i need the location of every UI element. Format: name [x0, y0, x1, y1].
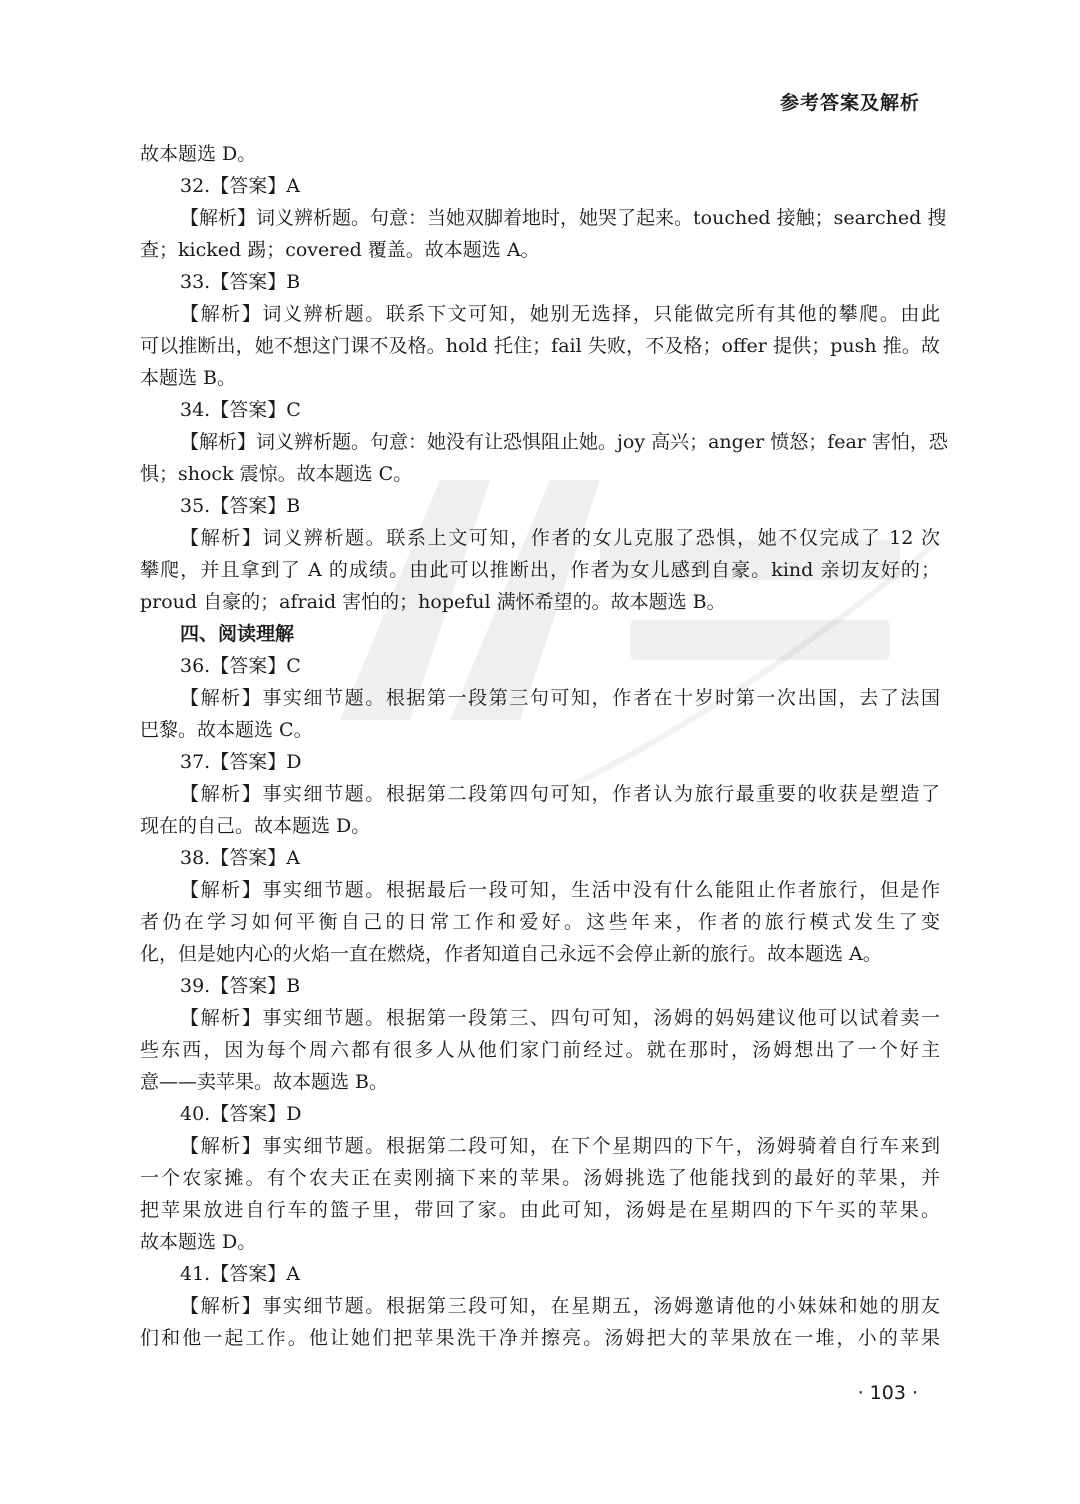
page-number: · 103 ·: [857, 1382, 918, 1404]
analysis-line: 【解析】事实细节题。根据第三段可知，在星期五，汤姆邀请他的小妹妹和她的朋友: [180, 1295, 940, 1317]
analysis-line: 【解析】事实细节题。根据第一段第三、四句可知，汤姆的妈妈建议他可以试着卖一: [180, 1007, 940, 1029]
analysis-line: 【解析】词义辨析题。联系上文可知，作者的女儿克服了恐惧，她不仅完成了 12 次: [180, 527, 940, 549]
text-line: 查；kicked 踢；covered 覆盖。故本题选 A。: [140, 239, 540, 261]
text-line: 们和他一起工作。他让她们把苹果洗干净并擦亮。汤姆把大的苹果放在一堆，小的苹果: [140, 1327, 940, 1349]
answer-heading: 34.【答案】C: [180, 399, 301, 421]
text-line: 者仍在学习如何平衡自己的日常工作和爱好。这些年来，作者的旅行模式发生了变: [140, 911, 940, 933]
text-line: 惧；shock 震惊。故本题选 C。: [140, 463, 413, 485]
answer-heading: 32.【答案】A: [180, 175, 300, 197]
analysis-line: 【解析】事实细节题。根据第二段可知，在下个星期四的下午，汤姆骑着自行车来到: [180, 1135, 940, 1157]
text-line: 把苹果放进自行车的篮子里，带回了家。由此可知，汤姆是在星期四的下午买的苹果。: [140, 1199, 940, 1221]
analysis-line: 【解析】事实细节题。根据第二段第四句可知，作者认为旅行最重要的收获是塑造了: [180, 783, 940, 805]
answer-heading: 38.【答案】A: [180, 847, 300, 869]
text-line: 本题选 B。: [140, 367, 237, 389]
answer-heading: 41.【答案】A: [180, 1263, 300, 1285]
answer-heading: 37.【答案】D: [180, 751, 302, 773]
text-line: 一个农家摊。有个农夫正在卖刚摘下来的苹果。汤姆挑选了他能找到的最好的苹果，并: [140, 1167, 940, 1189]
text-line: 些东西，因为每个周六都有很多人从他们家门前经过。就在那时，汤姆想出了一个好主: [140, 1039, 940, 1061]
text-line: 可以推断出，她不想这门课不及格。hold 托住；fail 失败，不及格；offer 提供；push 推。故: [140, 335, 940, 357]
running-header-title: 参考答案及解析: [779, 92, 920, 114]
text-line: 故本题选 D。: [140, 1231, 257, 1253]
analysis-line: 【解析】事实细节题。根据最后一段可知，生活中没有什么能阻止作者旅行，但是作: [180, 879, 940, 901]
analysis-line: 【解析】事实细节题。根据第一段第三句可知，作者在十岁时第一次出国，去了法国: [180, 687, 940, 709]
analysis-line: 【解析】词义辨析题。联系下文可知，她别无选择，只能做完所有其他的攀爬。由此: [180, 303, 940, 325]
text-line: 现在的自己。故本题选 D。: [140, 815, 371, 837]
text-line: 化，但是她内心的火焰一直在燃烧，作者知道自己永远不会停止新的旅行。故本题选 A。: [140, 943, 882, 965]
text-line: 攀爬，并且拿到了 A 的成绩。由此可以推断出，作者为女儿感到自豪。kind 亲切友好的；: [140, 559, 940, 581]
answer-analysis-body: [140, 138, 948, 1354]
answer-heading: 35.【答案】B: [180, 495, 301, 517]
answer-heading: 40.【答案】D: [180, 1103, 302, 1125]
text-line: proud 自豪的；afraid 害怕的；hopeful 满怀希望的。故本题选 B。: [140, 591, 726, 613]
answer-heading: 36.【答案】C: [180, 655, 301, 677]
analysis-line: 【解析】词义辨析题。句意：她没有让恐惧阻止她。joy 高兴；anger 愤怒；fear 害怕，恐: [180, 431, 948, 453]
section-heading: 四、阅读理解: [180, 623, 295, 645]
answer-heading: 33.【答案】B: [180, 271, 301, 293]
analysis-line: 【解析】词义辨析题。句意：当她双脚着地时，她哭了起来。touched 接触；searched 搜: [180, 207, 947, 229]
answer-heading: 39.【答案】B: [180, 975, 301, 997]
text-line: 意——卖苹果。故本题选 B。: [140, 1071, 389, 1093]
text-line: 巴黎。故本题选 C。: [140, 719, 313, 741]
text-line: 故本题选 D。: [140, 143, 257, 165]
